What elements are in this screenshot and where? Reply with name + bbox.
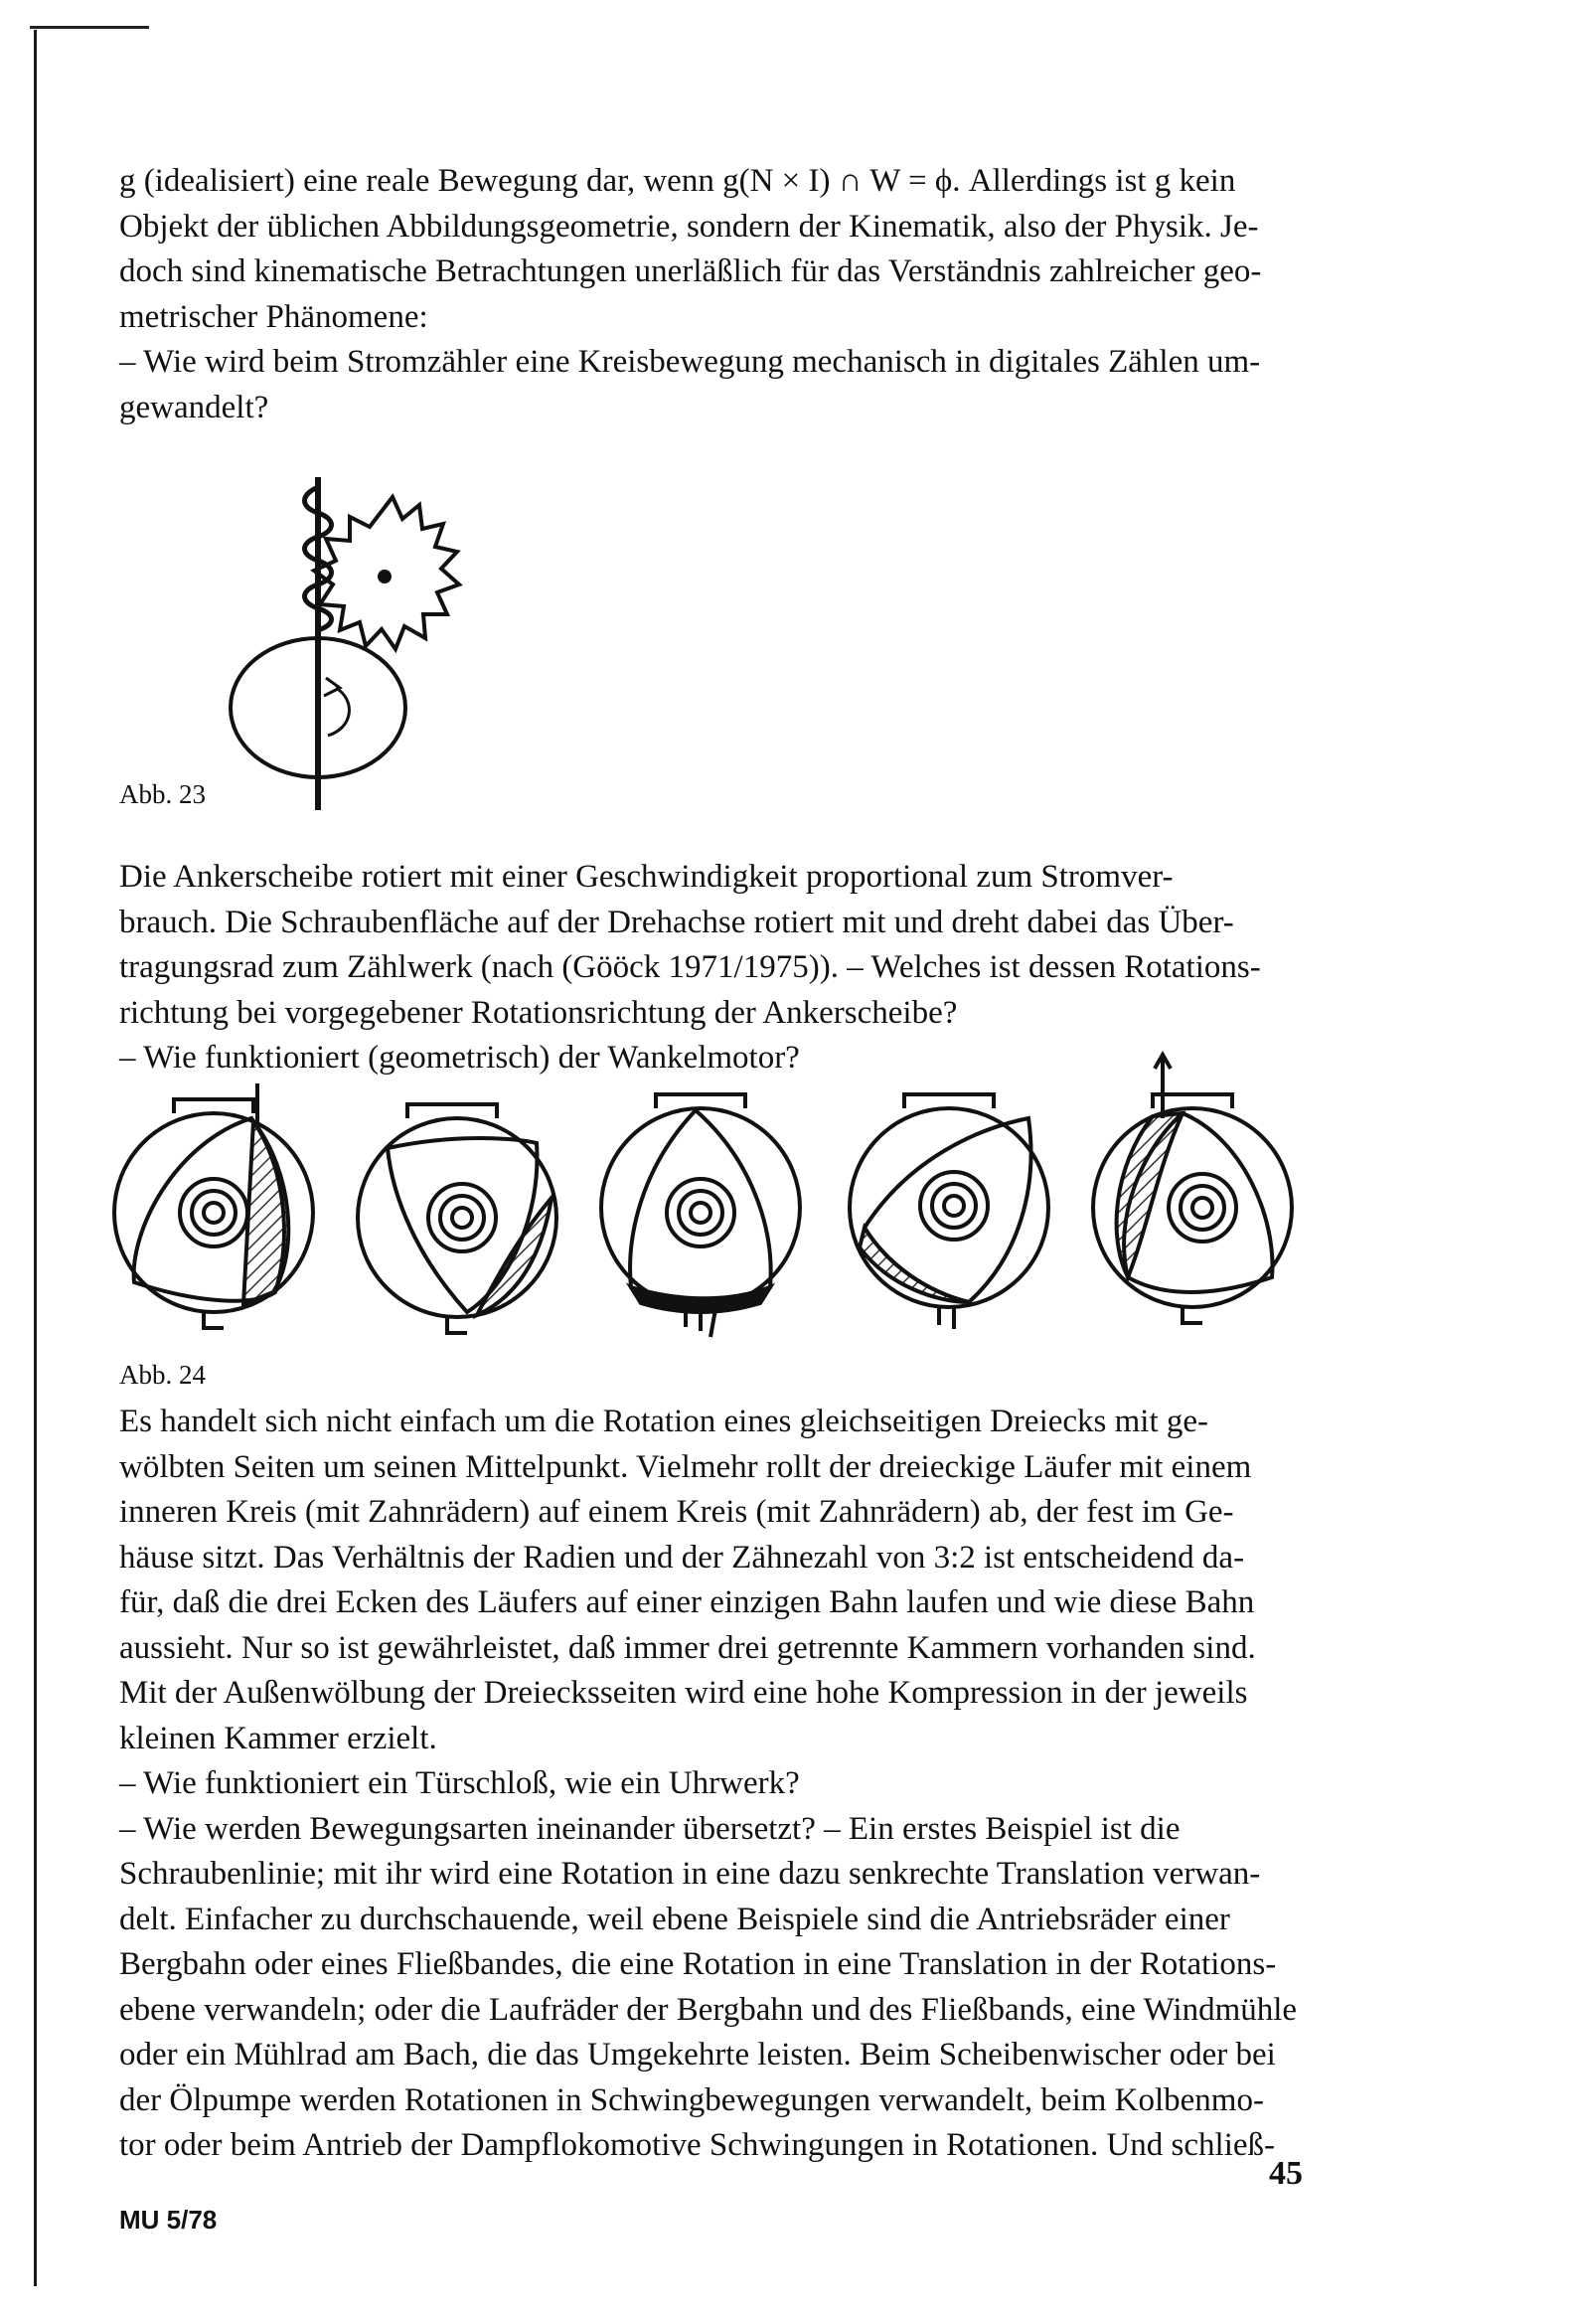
text-line: richtung bei vorgegebener Rotationsrichtung der Ankerscheibe?: [119, 994, 958, 1031]
figure-23-caption: Abb. 23: [119, 779, 206, 809]
text-line: der Ölpumpe werden Rotationen in Schwingbewegungen verwandelt, beim Kolbenmo-: [119, 2081, 1264, 2118]
figure-23-meter-mechanism: [209, 467, 467, 825]
text-line: Bergbahn oder eines Fließbandes, die eine Rotation in eine Translation in der Rotations-: [119, 1946, 1277, 1982]
wankel-engine-5: [1093, 1055, 1292, 1323]
text-line: g (idealisiert) eine reale Bewegung dar, wenn g(N × I) ∩ W = ϕ. Allerdings ist g kein: [119, 163, 1236, 199]
figure-24-wankel-sequence: [99, 1079, 1332, 1357]
text-line: oder ein Mühlrad am Bach, die das Umgekehrte leisten. Beim Scheibenwischer oder bei: [119, 2037, 1276, 2073]
text-line: – Wie werden Bewegungsarten ineinander übersetzt? – Ein erstes Beispiel ist die: [119, 1810, 1181, 1847]
paragraph-3: [119, 1400, 1312, 2169]
text-line: tor oder beim Antrieb der Dampflokomotive Schwingungen in Rotationen. Und schließ-: [119, 2127, 1276, 2163]
gear-center-dot: [378, 570, 392, 583]
paragraph-1: [119, 159, 1312, 430]
wankel-engine-3: [601, 1094, 800, 1337]
text-line: ebene verwandeln; oder die Laufräder der Bergbahn und des Fließbands, eine Windmühle: [119, 1991, 1298, 2028]
text-line: doch sind kinematische Betrachtungen unerläßlich für das Verständnis zahlreicher geo-: [119, 253, 1262, 289]
text-line: Es handelt sich nicht einfach um die Rotation eines gleichseitigen Dreiecks mit ge-: [119, 1404, 1209, 1439]
text-line: Schraubenlinie; mit ihr wird eine Rotation in eine dazu senkrechte Translation verwan-: [119, 1856, 1261, 1892]
text-line: metrischer Phänomene:: [119, 298, 428, 335]
rotation-arrowhead: [324, 678, 340, 696]
text-line: kleinen Kammer erzielt.: [119, 1720, 437, 1756]
wankel-engine-4: [850, 1094, 1048, 1329]
text-line: Mit der Außenwölbung der Dreiecksseiten wird eine hohe Kompression in der jeweils: [119, 1675, 1248, 1711]
text-line: – Wie funktioniert (geometrisch) der Wankelmotor?: [119, 1040, 800, 1076]
text-line: – Wie funktioniert ein Türschloß, wie ein Uhrwerk?: [119, 1765, 800, 1801]
text-line: inneren Kreis (mit Zahnrädern) auf einem Kreis (mit Zahnrädern) ab, der fest im Ge-: [119, 1494, 1234, 1530]
text-line: häuse sitzt. Das Verhältnis der Radien und der Zähnezahl von 3:2 ist entscheidend da-: [119, 1539, 1245, 1576]
text-line: wölbten Seiten um seinen Mittelpunkt. Vielmehr rollt der dreieckige Läufer mit einem: [119, 1448, 1252, 1485]
text-line: Die Ankerscheibe rotiert mit einer Geschwindigkeit proportional zum Stromver-: [119, 859, 1174, 895]
scan-border-line: [34, 30, 37, 2286]
text-line: – Wie wird beim Stromzähler eine Kreisbewegung mechanisch in digitales Zählen um-: [119, 344, 1261, 380]
text-line: gewandelt?: [119, 389, 269, 425]
wankel-engine-2: [358, 1104, 556, 1333]
text-line: brauch. Die Schraubenfläche auf der Drehachse rotiert mit und dreht dabei das Über-: [119, 904, 1234, 940]
rotation-arrow: [328, 688, 349, 736]
journal-reference: MU 5/78: [119, 2205, 218, 2235]
text-line: Objekt der üblichen Abbildungsgeometrie, sondern der Kinematik, also der Physik. Je-: [119, 208, 1259, 245]
text-line: delt. Einfacher zu durchschauende, weil ebene Beispiele sind die Antriebsräder einer: [119, 1901, 1230, 1937]
scan-corner-mark: [30, 26, 149, 29]
wankel-engine-1: [114, 1083, 313, 1328]
paragraph-2: [119, 855, 1312, 1081]
text-line: für, daß die drei Ecken des Läufers auf einer einzigen Bahn laufen und wie diese Bahn: [119, 1584, 1255, 1620]
text-line: aussieht. Nur so ist gewährleistet, daß immer drei getrennte Kammern vorhanden sind.: [119, 1629, 1256, 1666]
text-line: tragungsrad zum Zählwerk (nach (Gööck 1971/1975)). – Welches ist dessen Rotations-: [119, 949, 1261, 985]
page-number: 45: [1269, 2155, 1303, 2192]
figure-24-caption: Abb. 24: [119, 1360, 206, 1390]
